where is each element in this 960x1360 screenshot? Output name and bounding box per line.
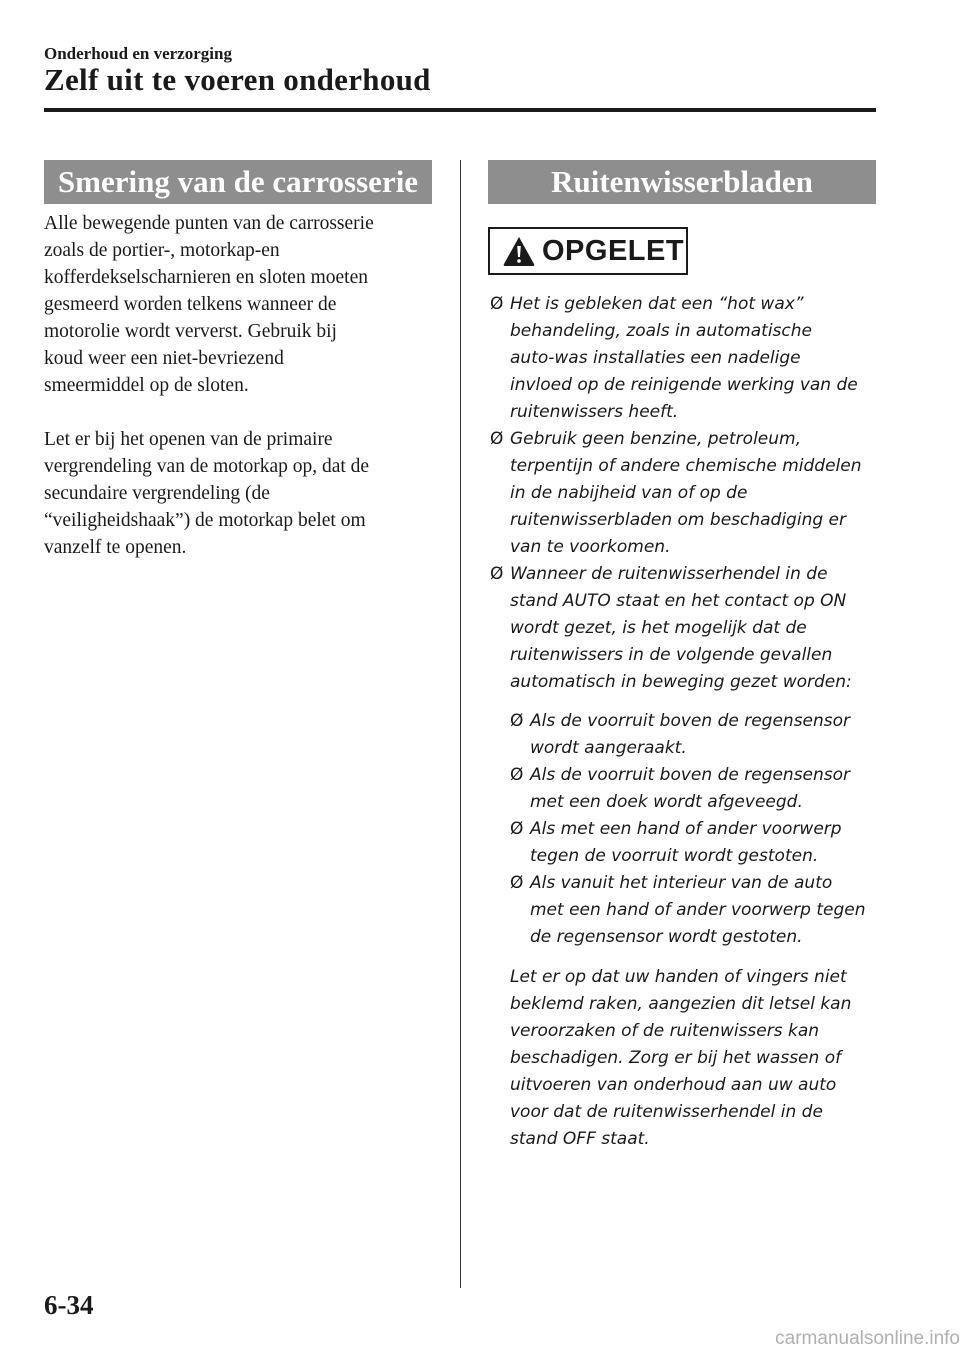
caution-item: Ø Wanneer de ruitenwisserhendel in de stand AUTO staat en het contact op ON wordt gezet, is het mogelijk dat de ruitenwissers in de volgende gevallen automatisch in beweging gezet worden: — [490, 561, 890, 696]
caution-note: Let er op dat uw handen of vingers niet beklemd raken, aangezien dit letsel kan veroorzaken of de ruitenwissers kan beschadigen. Zorg er bij het wassen of uitvoeren van onderhoud aan uw auto voor dat de ruitenwisserhendel in de stand OFF staat. — [510, 967, 852, 1149]
caution-subitem: Ø Als de voorruit boven de regensensor met een doek wordt afgeveegd. — [510, 762, 890, 816]
caution-sublist — [510, 708, 890, 951]
caution-box — [488, 227, 688, 275]
bullet-arrow-icon: Ø — [510, 711, 524, 731]
bullet-arrow-icon: Ø — [490, 429, 504, 449]
caution-subitem: Ø Als vanuit het interieur van de auto met een hand of ander voorwerp tegen de regensensor wordt gestoten. — [510, 870, 890, 951]
caution-list — [490, 291, 890, 696]
footer-watermark: carmanualsonline.info — [775, 1328, 960, 1349]
title-rule — [44, 108, 876, 112]
caution-subitem: Ø Als met een hand of ander voorwerp tegen de voorruit wordt gestoten. — [510, 816, 890, 870]
body-paragraph: Let er bij het openen van de primaire vergrendeling van de motorkap op, dat de secundaire vergrendeling (de “veiligheidshaak”) de motorkap belet om vanzelf te openen. — [44, 429, 370, 558]
caution-label: OPGELET — [542, 234, 685, 267]
section-heading-wiper-blades: Ruitenwisserbladen — [488, 160, 876, 204]
bullet-arrow-icon: Ø — [510, 819, 524, 839]
section-label: Onderhoud en verzorging — [44, 44, 232, 63]
warning-triangle-icon — [502, 235, 536, 267]
page-number: 6-34 — [44, 1290, 94, 1320]
caution-item: Ø Gebruik geen benzine, petroleum, terpentijn of andere chemische middelen in de nabijheid van of op de ruitenwisserbladen om beschadiging er van te voorkomen. — [490, 426, 890, 561]
bullet-arrow-icon: Ø — [490, 564, 504, 584]
bullet-arrow-icon: Ø — [490, 294, 504, 314]
page-title: Zelf uit te voeren onderhoud — [44, 62, 431, 97]
body-paragraph: Alle bewegende punten van de carrosserie zoals de portier-, motorkap-en kofferdekselscharnieren en sloten moeten gesmeerd worden telkens wanneer de motorolie wordt ververst. Gebruik bij koud weer een niet-bevriezend smeermiddel op de sloten. — [44, 213, 374, 396]
bullet-arrow-icon: Ø — [510, 873, 524, 893]
caution-item: Ø Het is gebleken dat een “hot wax” behandeling, zoals in automatische auto-was installaties een nadelige invloed op de reinigende werking van de ruitenwissers heeft. — [490, 291, 890, 426]
caution-subitem: Ø Als de voorruit boven de regensensor wordt aangeraakt. — [510, 708, 890, 762]
bullet-arrow-icon: Ø — [510, 765, 524, 785]
section-heading-body-lubrication: Smering van de carrosserie — [44, 160, 432, 204]
column-divider — [460, 160, 461, 1288]
